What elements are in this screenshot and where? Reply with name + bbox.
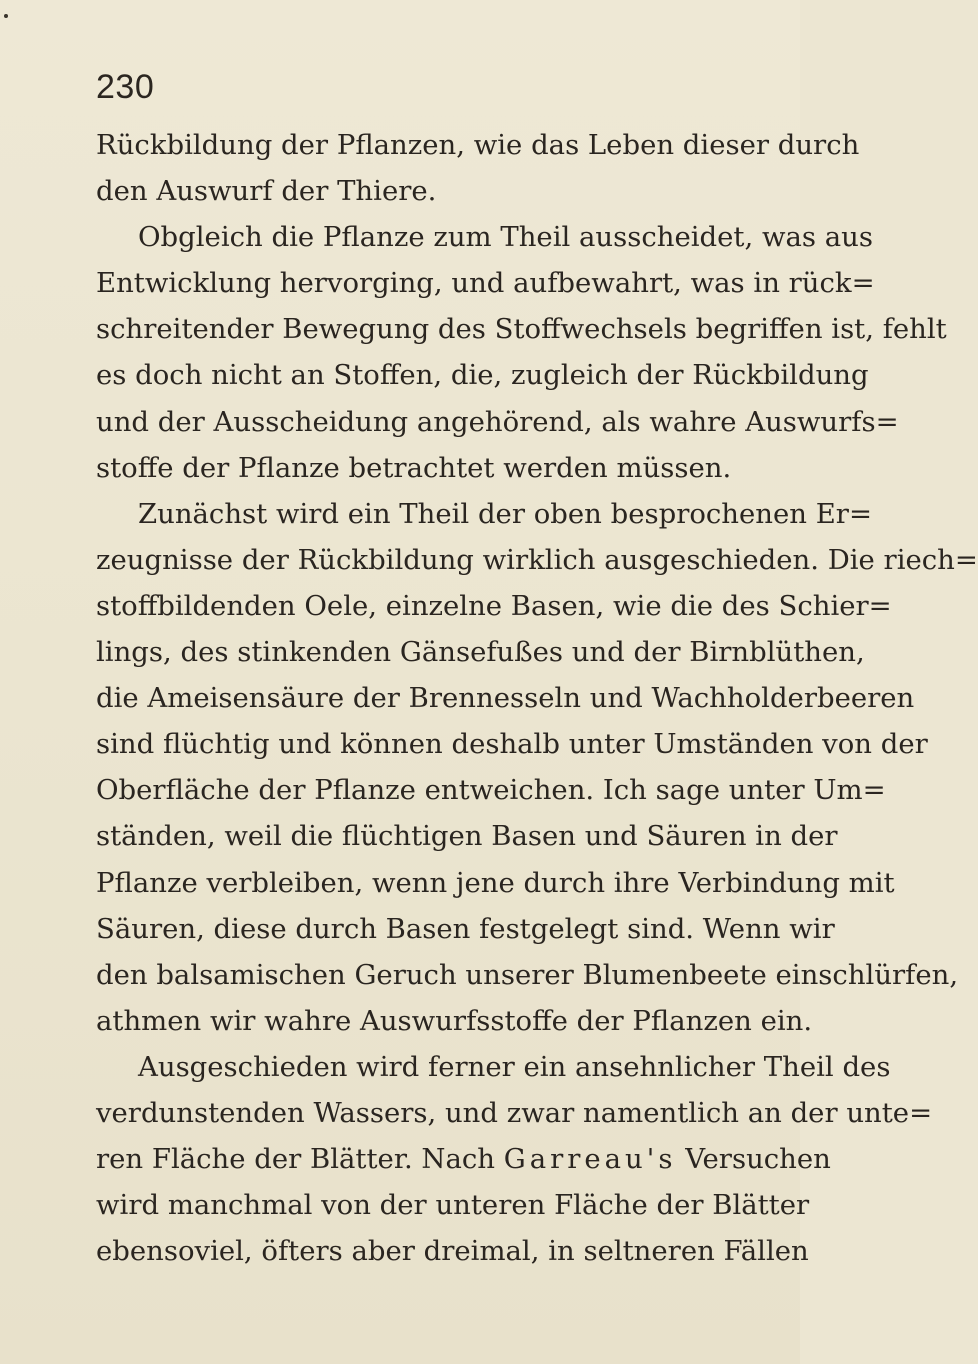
text-line (96, 1136, 831, 1182)
text-fragment: ren Fläche der Blätter. Nach (96, 1143, 504, 1176)
text-line: stoffbildenden Oele, einzelne Basen, wie die des Schier= (96, 589, 892, 622)
text-line: Oberfläche der Pflanze entweichen. Ich sage unter Um= (96, 774, 886, 807)
text-line: Pflanze verbleiben, wenn jene durch ihre Verbindung mit (96, 866, 895, 899)
text-line (96, 1182, 810, 1228)
ink-speck (4, 14, 8, 18)
text-line: und der Ausscheidung angehörend, als wahre Auswurfs= (96, 405, 899, 438)
text-line: zeugnisse der Rückbildung wirklich ausgeschieden. Die riech= (96, 543, 978, 576)
text-line: ständen, weil die flüchtigen Basen und Säuren in der (96, 820, 838, 853)
text-line: athmen wir wahre Auswurfsstoffe der Pflanzen ein. (96, 1004, 813, 1037)
text-line: den Auswurf der Thiere. (96, 175, 437, 208)
text-fragment: Versuchen (676, 1143, 831, 1176)
text-line: schreitender Bewegung des Stoffwechsels begriffen ist, fehlt (96, 313, 947, 346)
text-line: stoffe der Pflanze betrachtet werden müssen. (96, 451, 732, 484)
text-line: Ausgeschieden wird ferner ein ansehnlicher Theil des (138, 1050, 891, 1083)
text-line: sind flüchtig und können deshalb unter Umständen von der (96, 728, 928, 761)
text-line: verdunstenden Wassers, und zwar namentlich an der unte= (96, 1096, 933, 1129)
text-line: den balsamischen Geruch unserer Blumenbeete einschlürfen, (96, 958, 959, 991)
text-fragment: wird (96, 1189, 168, 1222)
page-number: 230 (96, 68, 155, 106)
body-text (96, 122, 978, 1274)
text-line: Entwicklung hervorging, und aufbewahrt, was in rück= (96, 267, 875, 300)
text-line: lings, des stinkenden Gänsefußes und der Birnblüthen, (96, 636, 865, 669)
author-name: Garreau's (503, 1143, 677, 1176)
text-fragment: manchmal von der unteren Fläche der Blätter (167, 1189, 810, 1222)
text-line: die Ameisensäure der Brennesseln und Wachholderbeeren (96, 682, 915, 715)
text-line: Obgleich die Pflanze zum Theil ausscheidet, was aus (138, 221, 873, 254)
text-line: Zunächst wird ein Theil der oben besprochenen Er= (138, 497, 872, 530)
text-line: ebensoviel, öfters aber dreimal, in seltneren Fällen (96, 1235, 809, 1268)
text-line: Rückbildung der Pflanzen, wie das Leben dieser durch (96, 129, 860, 161)
text-line: es doch nicht an Stoffen, die, zugleich der Rückbildung (96, 359, 869, 392)
text-line: Säuren, diese durch Basen festgelegt sind. Wenn wir (96, 912, 835, 945)
